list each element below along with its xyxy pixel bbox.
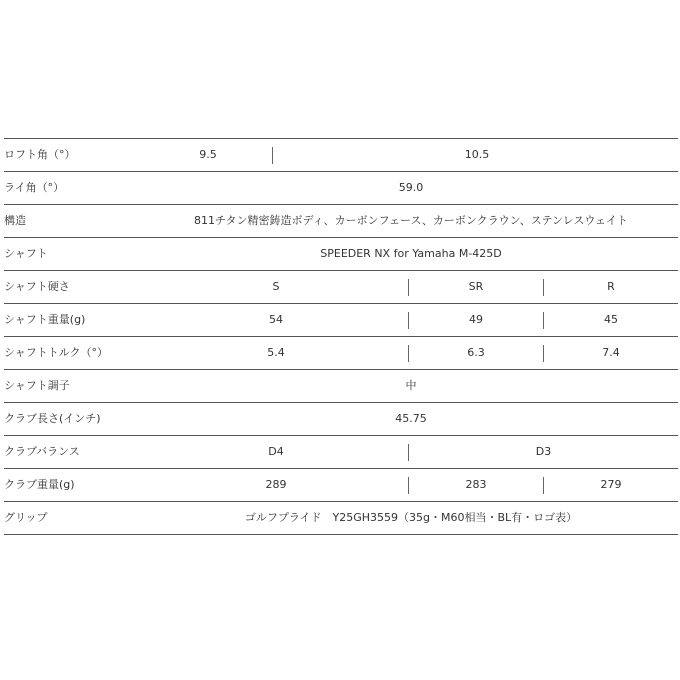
spec-row-structure: [4, 205, 678, 238]
spec-value: 9.5: [199, 148, 217, 161]
spec-label: シャフトトルク（°）: [4, 346, 109, 359]
spec-value: 7.4: [602, 346, 620, 359]
spec-value: S: [272, 280, 280, 293]
spec-row-shaft-weight: [4, 304, 678, 337]
spec-value: 中: [405, 379, 417, 392]
spec-row-club-balance: [4, 436, 678, 469]
spec-row-lie: [4, 172, 678, 205]
spec-value: 289: [265, 478, 287, 491]
spec-value: R: [607, 280, 615, 293]
spec-label: シャフト: [4, 247, 48, 260]
spec-row-loft: [4, 139, 678, 172]
spec-row-shaft: [4, 238, 678, 271]
spec-label: ライ角（°）: [4, 181, 65, 194]
spec-value: SPEEDER NX for Yamaha M-425D: [320, 247, 502, 260]
spec-value: SR: [468, 280, 484, 293]
spec-row-shaft-torque: [4, 337, 678, 370]
spec-label: クラブ重量(g): [4, 478, 75, 491]
spec-row-kick-point: [4, 370, 678, 403]
spec-table: [4, 138, 678, 535]
spec-row-shaft-flex: [4, 271, 678, 304]
spec-value: 6.3: [467, 346, 485, 359]
spec-label: シャフト硬さ: [4, 280, 70, 293]
spec-label: ロフト角（°）: [4, 148, 76, 161]
spec-label: グリップ: [4, 511, 48, 524]
spec-value: ゴルフプライド Y25GH3559（35g・M60相当・BL有・ロゴ表）: [244, 511, 578, 524]
spec-value: 5.4: [267, 346, 285, 359]
spec-value: 59.0: [398, 181, 424, 194]
spec-label: シャフト重量(g): [4, 313, 86, 326]
spec-value: 283: [465, 478, 487, 491]
spec-value: D3: [535, 445, 552, 458]
spec-value: 10.5: [464, 148, 490, 161]
spec-label: シャフト調子: [4, 379, 70, 392]
spec-value: 45: [604, 313, 618, 326]
spec-value: 811チタン精密鋳造ボディ、カーボンフェース、カーボンクラウン、ステンレスウェイト: [194, 214, 628, 227]
spec-value: 54: [269, 313, 283, 326]
spec-label: 構造: [4, 214, 26, 227]
spec-row-club-length: [4, 403, 678, 436]
spec-row-club-weight: [4, 469, 678, 502]
spec-value: 279: [600, 478, 622, 491]
spec-value: 49: [469, 313, 483, 326]
spec-label: クラブ長さ(インチ): [4, 412, 101, 425]
spec-value: 45.75: [395, 412, 427, 425]
spec-value: D4: [268, 445, 284, 458]
spec-label: クラブバランス: [4, 445, 80, 458]
spec-row-grip: [4, 502, 678, 535]
column-divider: [272, 147, 273, 164]
